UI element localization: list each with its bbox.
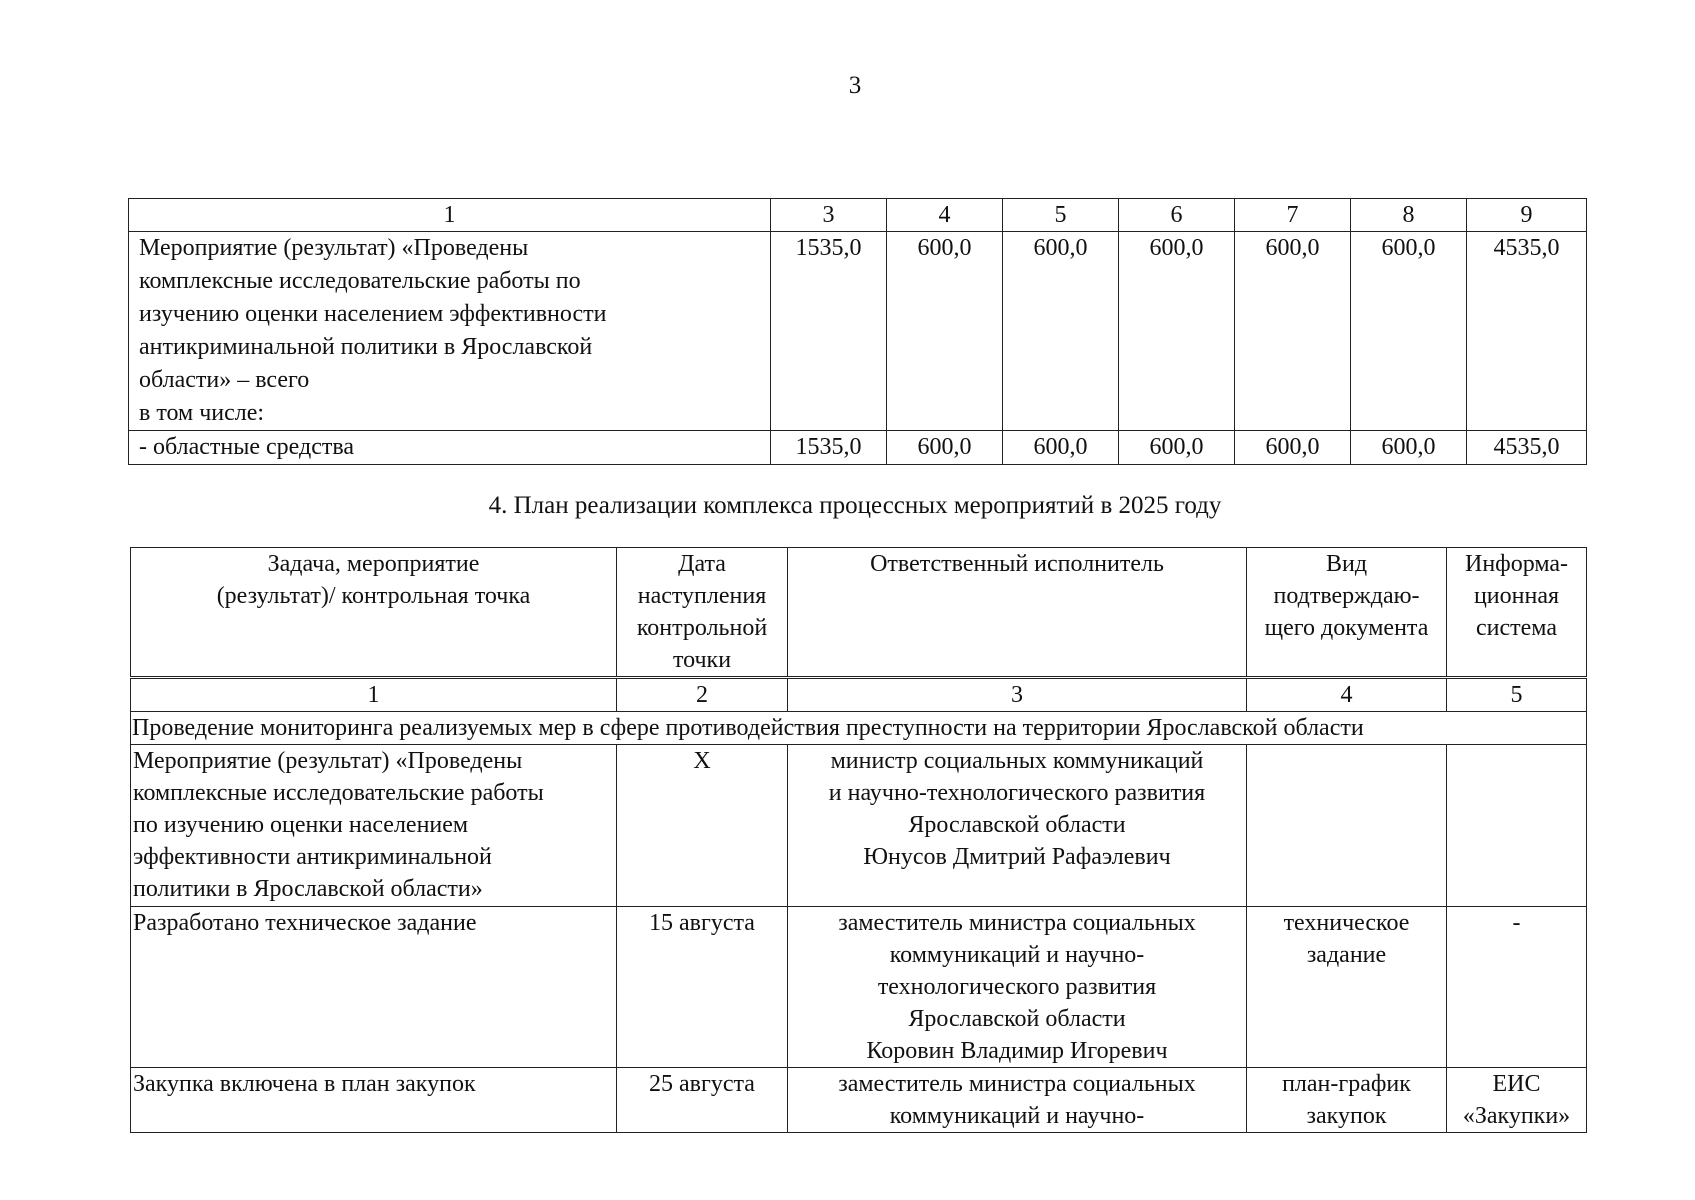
text-line: эффективности антикриминальной (133, 844, 492, 870)
finance-table (128, 198, 1587, 465)
plan-header-row (131, 548, 1587, 678)
text-line: «Закупки» (1462, 1103, 1571, 1129)
finance-value-cell: 1535,0 (771, 431, 887, 465)
text-line: Ярославской области (908, 812, 1126, 838)
plan-row (131, 745, 1587, 907)
text-line: Коровин Владимир Игоревич (866, 1038, 1168, 1064)
finance-value-cell: 4535,0 (1467, 232, 1587, 431)
plan-name-cell (131, 745, 617, 907)
column-number: 3 (788, 678, 1247, 712)
finance-value-cell: 600,0 (1003, 431, 1119, 465)
text-line: закупок (1306, 1103, 1387, 1129)
section-title: 4. План реализации комплекса процессных мероприятий в 2025 году (488, 492, 1222, 519)
column-number: 2 (617, 678, 788, 712)
plan-header-cell (1247, 548, 1447, 678)
finance-value-cell: 600,0 (1235, 232, 1351, 431)
plan-header-cell (1447, 548, 1587, 678)
plan-doc-cell (1247, 745, 1447, 907)
text-line: заместитель министра социальных (838, 910, 1196, 936)
text-line: антикриминальной политики в Ярославской (139, 334, 593, 360)
plan-header-cell (617, 548, 788, 678)
plan-system-cell (1447, 907, 1587, 1068)
plan-name-cell (131, 907, 617, 1068)
text-line: заместитель министра социальных (838, 1071, 1196, 1097)
text-line: подтверждаю- (1273, 583, 1420, 609)
finance-row (129, 232, 1587, 431)
plan-name-cell (131, 1068, 617, 1133)
text-line: Дата (678, 551, 726, 577)
plan-date-cell: 15 августа (617, 907, 788, 1068)
text-line: Закупка включена в план закупок (133, 1071, 476, 1097)
text-line: щего документа (1264, 615, 1429, 641)
finance-header-cell: 8 (1351, 199, 1467, 232)
text-line: наступления (637, 583, 767, 609)
plan-row (131, 1068, 1587, 1133)
text-line: Юнусов Дмитрий Рафаэлевич (863, 844, 1171, 870)
text-line: технологического развития (877, 974, 1157, 1000)
text-line: план-график (1282, 1071, 1411, 1097)
finance-header-cell: 1 (129, 199, 771, 232)
plan-header-cell (788, 548, 1247, 678)
text-line: и научно-технологического развития (828, 780, 1206, 806)
plan-date-cell: 25 августа (617, 1068, 788, 1133)
text-line: в том числе: (139, 400, 265, 426)
text-line: изучению оценки населением эффективности (139, 301, 607, 327)
text-line: по изучению оценки населением (133, 812, 469, 838)
finance-row-label (129, 232, 771, 431)
text-line: Вид (1325, 551, 1368, 577)
text-line: министр социальных коммуникаций (830, 748, 1204, 774)
finance-value-cell: 600,0 (1351, 431, 1467, 465)
text-line: области» – всего (139, 367, 310, 393)
text-line: Задача, мероприятие (267, 551, 480, 577)
text-line: ционная (1473, 583, 1560, 609)
text-line: Ответственный исполнитель (870, 551, 1164, 577)
text-line: Мероприятие (результат) «Проведены (139, 235, 529, 261)
text-line: - (1512, 910, 1521, 936)
plan-task-row (131, 712, 1587, 745)
plan-executor-cell (788, 907, 1247, 1068)
finance-value-cell: 600,0 (887, 232, 1003, 431)
plan-date-cell: X (617, 745, 788, 907)
plan-executor-cell (788, 745, 1247, 907)
plan-header-cell (131, 548, 617, 678)
finance-header-cell: 3 (771, 199, 887, 232)
column-number: 1 (131, 678, 617, 712)
text-line: точки (672, 647, 732, 673)
finance-header-cell: 7 (1235, 199, 1351, 232)
column-number: 5 (1447, 678, 1587, 712)
text-line: система (1476, 615, 1557, 641)
finance-header-row (129, 199, 1587, 232)
task-title: Проведение мониторинга реализуемых мер в сфере противодействия преступности на территории Ярославской области (131, 712, 1587, 745)
finance-value-cell: 600,0 (1119, 232, 1235, 431)
text-line: комплексные исследовательские работы (133, 780, 544, 806)
finance-value-cell: 600,0 (887, 431, 1003, 465)
finance-value-cell: 600,0 (1351, 232, 1467, 431)
text-line: техническое (1283, 910, 1410, 936)
text-line: коммуникаций и научно- (889, 942, 1145, 968)
text-line: Мероприятие (результат) «Проведены (133, 748, 523, 774)
text-line: Ярославской области (908, 1006, 1126, 1032)
text-line: ЕИС (1492, 1071, 1541, 1097)
plan-doc-cell (1247, 907, 1447, 1068)
finance-value-cell: 600,0 (1235, 431, 1351, 465)
plan-executor-cell (788, 1068, 1247, 1133)
finance-header-cell: 9 (1467, 199, 1587, 232)
text-line: политики в Ярославской области» (133, 876, 483, 902)
text-line: Разработано техническое задание (133, 910, 477, 936)
column-number: 4 (1247, 678, 1447, 712)
text-line: (результат)/ контрольная точка (216, 583, 531, 609)
plan-row (131, 907, 1587, 1068)
text-line: контрольной (636, 615, 768, 641)
finance-header-cell: 6 (1119, 199, 1235, 232)
finance-value-cell: 4535,0 (1467, 431, 1587, 465)
text-line: комплексные исследовательские работы по (139, 268, 581, 294)
plan-doc-cell (1247, 1068, 1447, 1133)
finance-row (129, 431, 1587, 465)
finance-row-label: - областные средства (129, 431, 771, 465)
plan-system-cell (1447, 745, 1587, 907)
text-line: коммуникаций и научно- (889, 1103, 1145, 1129)
finance-value-cell: 600,0 (1003, 232, 1119, 431)
finance-header-cell: 5 (1003, 199, 1119, 232)
text-line: Информа- (1464, 551, 1569, 577)
plan-table (130, 547, 1587, 1133)
finance-value-cell: 1535,0 (771, 232, 887, 431)
page-number: 3 (848, 72, 862, 99)
text-line: задание (1306, 942, 1387, 968)
plan-system-cell (1447, 1068, 1587, 1133)
finance-header-cell: 4 (887, 199, 1003, 232)
plan-column-number-row (131, 678, 1587, 712)
finance-value-cell: 600,0 (1119, 431, 1235, 465)
